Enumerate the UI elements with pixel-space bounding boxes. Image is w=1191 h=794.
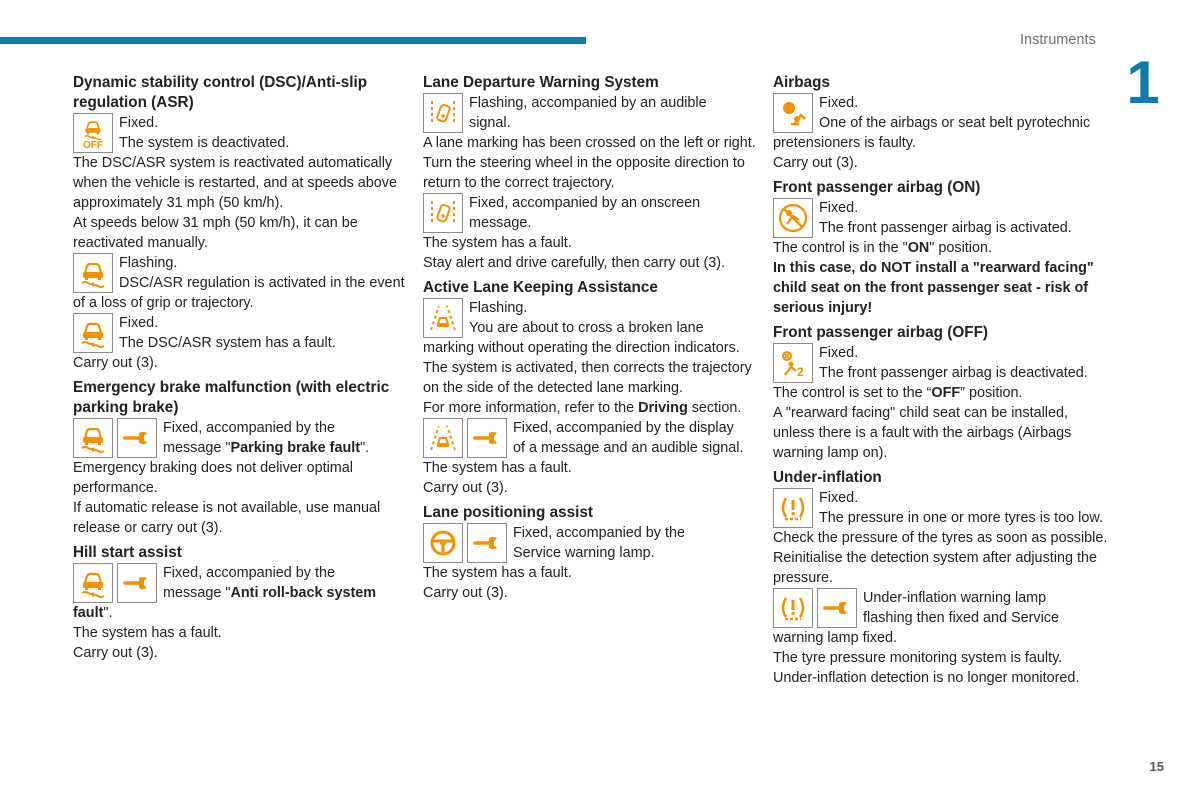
text-line: of a message and an audible signal.	[513, 440, 744, 456]
paragraph: Carry out (3).	[423, 585, 508, 601]
dsc-fault-entry	[73, 313, 408, 353]
column-1	[73, 73, 408, 663]
service-wrench-icon	[117, 563, 157, 603]
dsc-icon	[73, 563, 113, 603]
airbag-icon	[773, 93, 813, 133]
text-line: One of the airbags or seat belt pyrotechnic pretensioners is faulty.	[773, 115, 1091, 151]
paragraph: Carry out (3).	[773, 155, 858, 171]
paragraph: The system has a fault.	[423, 460, 572, 476]
text-fragment: ” position.	[960, 385, 1023, 401]
section-title-lane-positioning: Lane positioning assist	[423, 504, 593, 521]
text-line: Fixed.	[819, 490, 859, 506]
section-title-airbags: Airbags	[773, 74, 830, 91]
paragraph	[423, 398, 758, 418]
alka-flashing-entry	[423, 298, 758, 358]
passenger-airbag-on-icon	[773, 198, 813, 238]
column-3	[773, 73, 1108, 688]
paragraph: The tyre pressure monitoring system is faulty.	[773, 650, 1063, 666]
section-title-alka: Active Lane Keeping Assistance	[423, 279, 658, 296]
page-number: 15	[1149, 759, 1164, 774]
section-reference: Driving	[638, 400, 688, 416]
paragraph: The system has a fault.	[73, 625, 222, 641]
text-line: Fixed.	[119, 115, 159, 131]
section-title-hill-start: Hill start assist	[73, 544, 182, 561]
paragraph: At speeds below 31 mph (50 km/h), it can be reactivated manually.	[73, 215, 358, 251]
passenger-airbag-off-icon	[773, 343, 813, 383]
section-title-under-inflation: Under-inflation	[773, 469, 882, 486]
text-line: Fixed, accompanied by the display	[513, 420, 734, 436]
text-line: flashing then fixed and Service warning lamp fixed.	[773, 610, 1059, 646]
text-line: The front passenger airbag is deactivated.	[819, 365, 1088, 381]
section-title-emergency-brake: Emergency brake malfunction (with electric parking brake)	[73, 379, 390, 416]
paragraph: Check the pressure of the tyres as soon as possible.	[773, 530, 1108, 546]
paragraph: Under-inflation detection is no longer monitored.	[773, 670, 1080, 686]
dsc-off-entry	[73, 113, 408, 153]
paragraph: Reinitialise the detection system after adjusting the pressure.	[773, 550, 1097, 586]
text-line: Fixed, accompanied by an onscreen	[469, 195, 701, 211]
section-title-dsc: Dynamic stability control (DSC)/Anti-slip regulation (ASR)	[73, 74, 368, 111]
text-line: The front passenger airbag is activated.	[819, 220, 1072, 236]
text-line: Flashing.	[469, 300, 528, 316]
hill-start-entry	[73, 563, 408, 623]
ldws-fault-entry	[423, 193, 758, 233]
paragraph: Carry out (3).	[423, 480, 508, 496]
tyre-pressure-icon	[773, 588, 813, 628]
paragraph	[773, 383, 1108, 403]
lane-positioning-entry	[423, 523, 758, 563]
text-fragment: " position.	[929, 240, 992, 256]
position-value: OFF	[931, 385, 961, 401]
dsc-icon	[73, 418, 113, 458]
text-fragment: section.	[687, 400, 742, 416]
warning-text: In this case, do NOT install a "rearward facing" child seat on the front passenger seat - risk of serious injury!	[773, 260, 1094, 316]
text-line: Under-inflation warning lamp	[863, 590, 1047, 606]
alka-fault-entry	[423, 418, 758, 458]
paragraph: Turn the steering wheel in the opposite direction to return to the correct trajectory.	[423, 155, 745, 191]
svg-text:OFF: OFF	[83, 140, 103, 149]
text-line: Fixed, accompanied by the	[163, 565, 335, 581]
text-line: Fixed, accompanied by the	[163, 420, 335, 436]
text-fragment: ".	[103, 605, 113, 621]
paragraph: Carry out (3).	[73, 355, 158, 371]
text-line: Flashing, accompanied by an audible	[469, 95, 707, 111]
paragraph: The system has a fault.	[423, 565, 572, 581]
steering-wheel-icon	[423, 523, 463, 563]
dsc-off-icon	[73, 113, 113, 153]
under-inflation-fault-entry	[773, 588, 1108, 648]
text-line: DSC/ASR regulation is activated in the event of a loss of grip or trajectory.	[73, 275, 405, 311]
message-name: Parking brake fault	[230, 440, 361, 456]
dsc-icon	[73, 313, 113, 353]
text-line: Service warning lamp.	[513, 545, 655, 561]
passenger-airbag-on-entry	[773, 198, 1108, 238]
lane-departure-icon	[423, 193, 463, 233]
paragraph: Emergency braking does not deliver optimal performance.	[73, 460, 353, 496]
paragraph: The system is activated, then corrects the trajectory on the side of the detected lane marking.	[423, 360, 752, 396]
section-title-passenger-airbag-on: Front passenger airbag (ON)	[773, 179, 981, 196]
position-value: ON	[907, 240, 930, 256]
paragraph: The DSC/ASR system is reactivated automatically when the vehicle is restarted, and at speeds above approximately 31 mph (50 km/h).	[73, 155, 397, 211]
service-wrench-icon	[467, 523, 507, 563]
column-2	[423, 73, 758, 603]
text-line: Fixed.	[819, 345, 859, 361]
header-accent-bar	[0, 37, 586, 44]
text-line: signal.	[469, 115, 511, 131]
section-title-ldws: Lane Departure Warning System	[423, 74, 659, 91]
under-inflation-entry	[773, 488, 1108, 528]
text-line: message.	[469, 215, 532, 231]
paragraph	[773, 238, 1108, 258]
lane-keeping-icon	[423, 418, 463, 458]
passenger-airbag-off-entry	[773, 343, 1108, 383]
text-fragment: The control is in the "	[773, 240, 908, 256]
text-fragment: ".	[360, 440, 370, 456]
text-line: Flashing.	[119, 255, 178, 271]
airbags-entry	[773, 93, 1108, 153]
service-wrench-icon	[467, 418, 507, 458]
text-fragment: The control is set to the “	[773, 385, 932, 401]
text-fragment: message "	[163, 585, 231, 601]
text-line: Fixed.	[119, 315, 159, 331]
tyre-pressure-icon	[773, 488, 813, 528]
text-line: The pressure in one or more tyres is too low.	[819, 510, 1103, 526]
text-line: You are about to cross a broken lane marking without operating the direction indicators.	[423, 320, 740, 356]
paragraph: If automatic release is not available, use manual release or carry out (3).	[73, 500, 381, 536]
paragraph: A "rearward facing" child seat can be installed, unless there is a fault with the airbags (Airbags warning lamp on).	[773, 405, 1072, 461]
ldws-flashing-entry	[423, 93, 758, 133]
text-line: Fixed.	[819, 200, 859, 216]
text-line: The DSC/ASR system has a fault.	[119, 335, 336, 351]
dsc-icon	[73, 253, 113, 293]
dsc-flashing-entry	[73, 253, 408, 313]
paragraph: A lane marking has been crossed on the left or right.	[423, 135, 756, 151]
emergency-brake-entry	[73, 418, 408, 458]
message-name: Anti roll-back system fault	[73, 585, 377, 621]
warning-paragraph	[773, 258, 1108, 318]
lane-keeping-icon	[423, 298, 463, 338]
page-header-title: Instruments	[1020, 32, 1096, 48]
text-line: Fixed, accompanied by the	[513, 525, 685, 541]
text-line: Fixed.	[819, 95, 859, 111]
text-fragment: For more information, refer to the	[423, 400, 639, 416]
text-line: The system is deactivated.	[119, 135, 290, 151]
chapter-number: 1	[1126, 49, 1160, 116]
service-wrench-icon	[117, 418, 157, 458]
paragraph: Carry out (3).	[73, 645, 158, 661]
lane-departure-icon	[423, 93, 463, 133]
section-title-passenger-airbag-off: Front passenger airbag (OFF)	[773, 324, 989, 341]
paragraph: The system has a fault.	[423, 235, 572, 251]
paragraph: Stay alert and drive carefully, then carry out (3).	[423, 255, 726, 271]
text-fragment: message "	[163, 440, 231, 456]
service-wrench-icon	[817, 588, 857, 628]
